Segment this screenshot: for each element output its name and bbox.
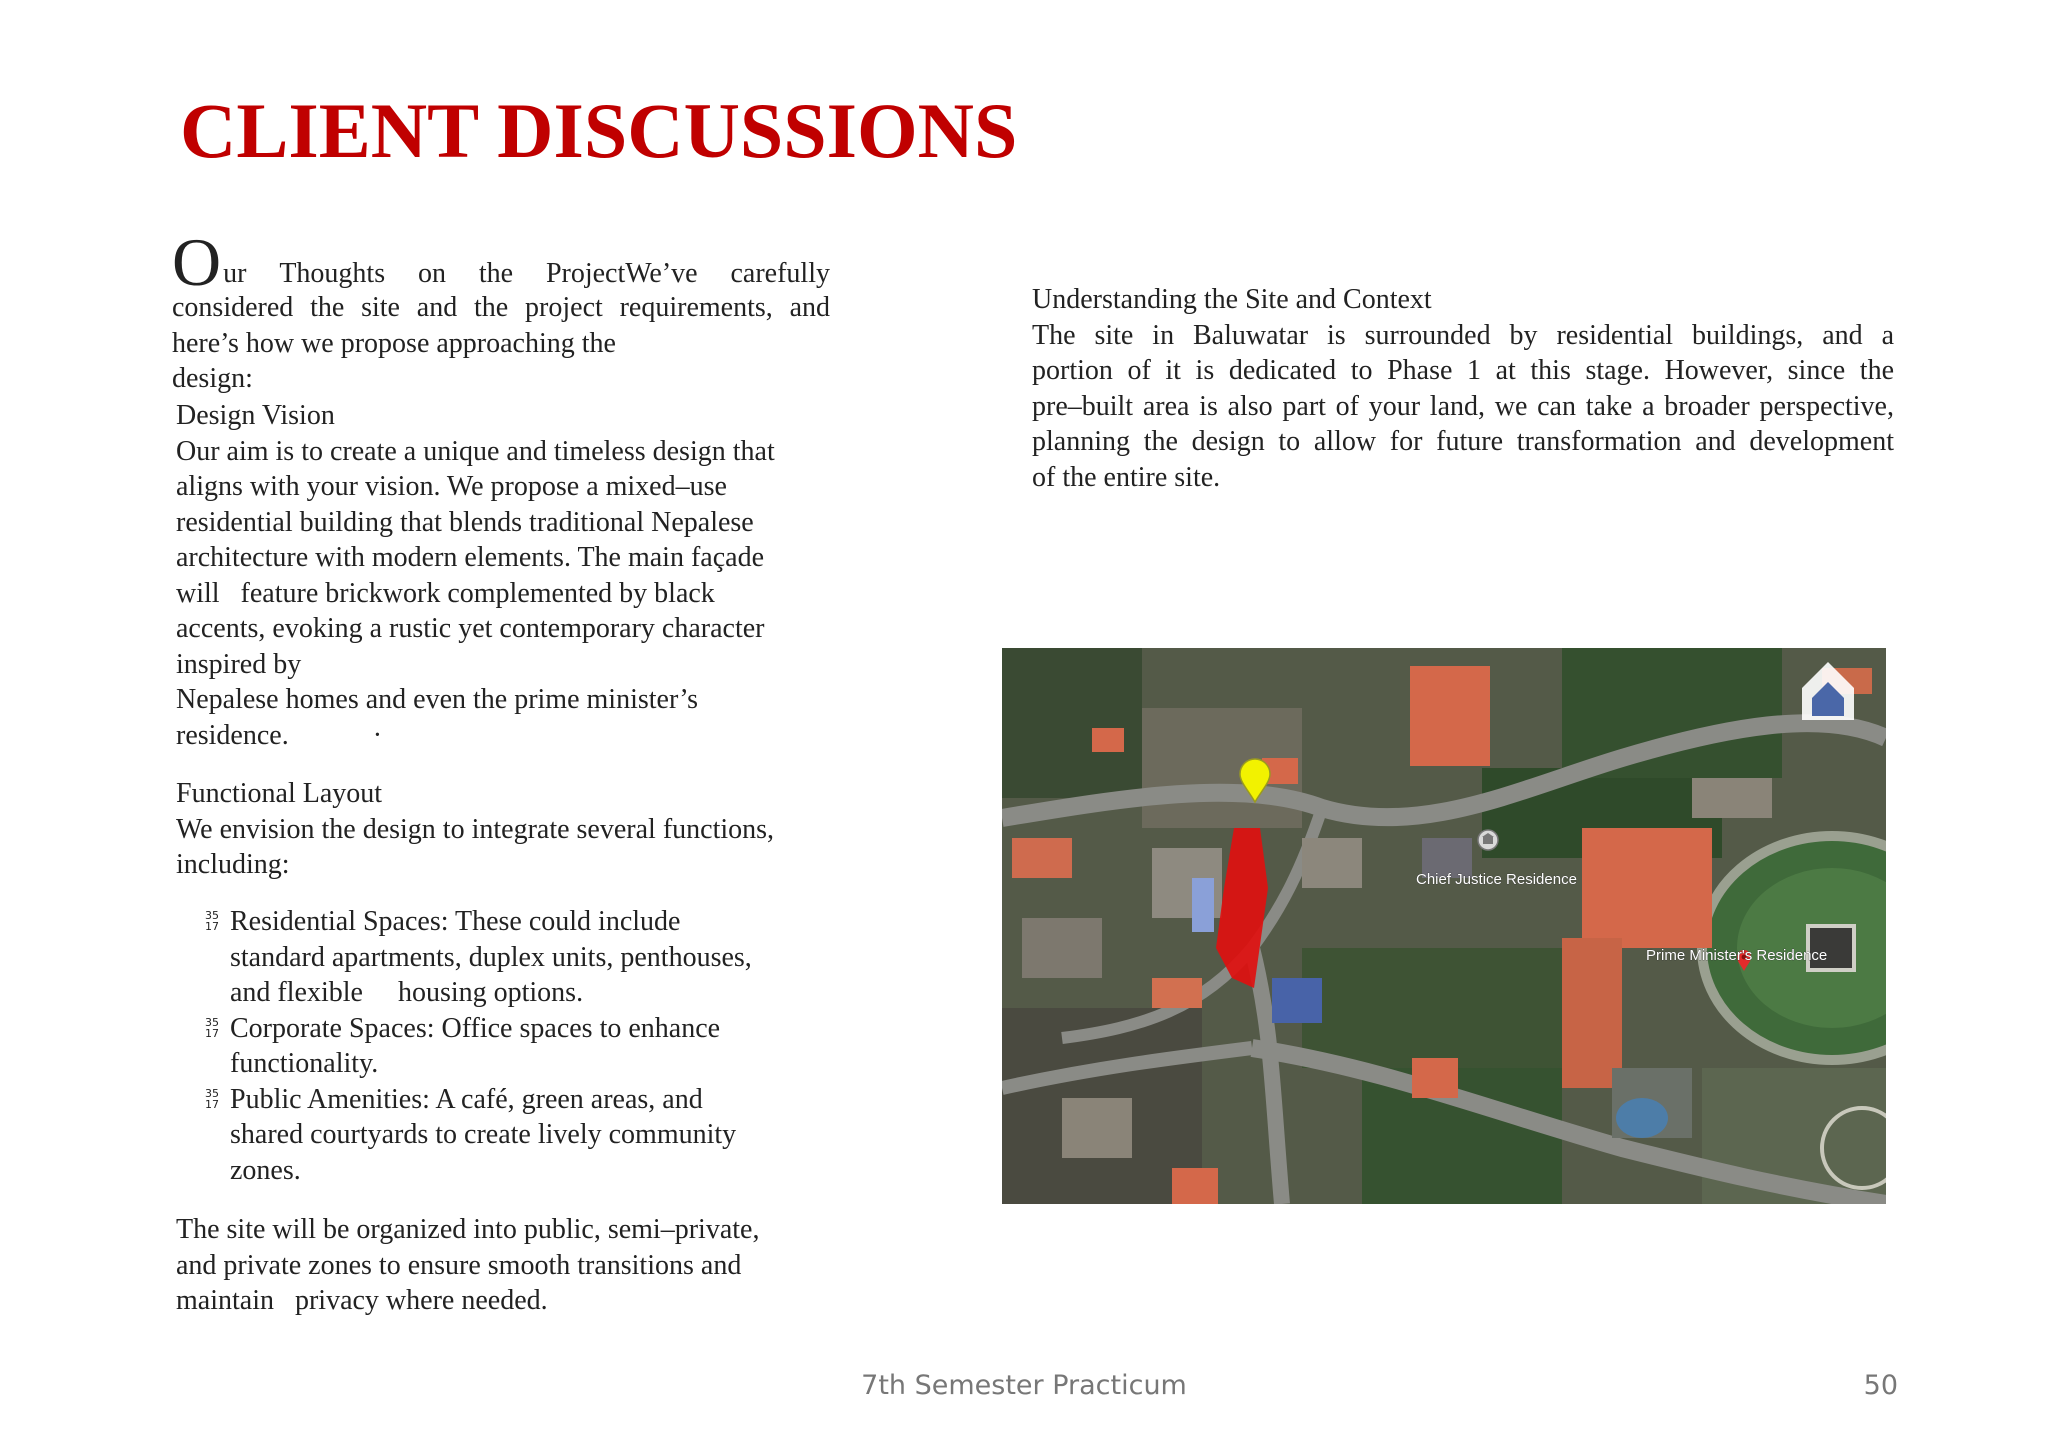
functional-layout-heading: Functional Layout (176, 778, 383, 809)
intro-word: Thoughts (279, 258, 386, 289)
map-label-prime-minister: Prime Minister's Residence (1646, 947, 1828, 964)
bullet-line: standard apartments, duplex units, penthouses, (230, 941, 752, 973)
page-number: 50 (1863, 1370, 1898, 1401)
function-bullet-list (204, 904, 804, 1188)
list-item (204, 1082, 804, 1189)
closing-line: The site will be organized into public, semi–private, (176, 1214, 760, 1245)
intro-first-word (172, 224, 247, 300)
functional-layout-line: including: (176, 849, 290, 880)
functional-layout-section (176, 776, 826, 883)
bullet-line: Public Amenities: A café, green areas, and (230, 1083, 703, 1115)
design-vision-section (176, 398, 826, 753)
bullet-line: zones. (230, 1154, 301, 1186)
page-title: CLIENT DISCUSSIONS (180, 87, 1018, 174)
footer-title: 7th Semester Practicum (861, 1370, 1187, 1401)
list-item (204, 1011, 804, 1082)
closing-line: and private zones to ensure smooth transitions and (176, 1249, 742, 1281)
bullet-line: and flexible housing options. (230, 977, 584, 1008)
design-vision-line: Nepalese homes and even the prime minister’s (176, 684, 698, 715)
bullet-marker-icon: 35 17 (205, 1015, 219, 1040)
bullet-line: Residential Spaces: These could include (230, 906, 681, 937)
intro-line: here’s how we propose approaching the (172, 327, 616, 359)
site-context-line: portion of it is dedicated to Phase 1 at this stage. However, since the (1032, 355, 1894, 386)
design-vision-line: will feature brickwork complemented by black (176, 577, 715, 609)
site-context-line: The site in Baluwatar is surrounded by residential buildings, and a (1032, 319, 1894, 351)
bullet-line: shared courtyards to create lively community (230, 1119, 737, 1150)
functional-layout-closing (176, 1212, 826, 1319)
intro-first-line (172, 224, 830, 300)
design-vision-line: residential building that blends traditional Nepalese (176, 506, 754, 538)
site-context-heading: Understanding the Site and Context (1032, 284, 1432, 315)
design-vision-line: aligns with your vision. We propose a mixed–use (176, 471, 727, 502)
site-context-line: of the entire site. (1032, 461, 1221, 493)
design-vision-heading: Design Vision (176, 400, 335, 431)
site-context-line: pre–built area is also part of your land, we can take a broader perspective, (1032, 390, 1894, 422)
site-context-section (1032, 282, 1894, 495)
design-vision-line: inspired by (176, 648, 302, 680)
intro-word: ur (223, 258, 247, 289)
design-vision-line: architecture with modern elements. The main façade (176, 542, 764, 573)
map-label-chief-justice: Chief Justice Residence (1416, 871, 1577, 888)
bullet-marker-icon: 35 17 (205, 909, 219, 933)
bullet-line: functionality. (230, 1048, 379, 1079)
design-vision-line: residence. · (176, 719, 383, 751)
intro-word: the (478, 258, 514, 289)
closing-line: maintain privacy where needed. (176, 1285, 548, 1316)
map-labels (1002, 648, 1886, 1204)
intro-word: on (417, 258, 446, 289)
site-context-line: planning the design to allow for future transformation and development (1032, 426, 1894, 457)
intro-word: ProjectWe’ve (545, 258, 698, 289)
intro-paragraph (172, 226, 830, 397)
site-satellite-map (1002, 648, 1886, 1204)
intro-line: considered the site and the project requirements, and (172, 292, 830, 323)
intro-word: carefully (730, 258, 830, 289)
design-vision-line: accents, evoking a rustic yet contemporary character (176, 613, 765, 644)
bullet-line: Corporate Spaces: Office spaces to enhance (230, 1012, 721, 1044)
list-item (204, 904, 804, 1011)
intro-line: design: (172, 363, 253, 394)
design-vision-line: Our aim is to create a unique and timeless design that (176, 435, 775, 467)
functional-layout-line: We envision the design to integrate several functions, (176, 813, 775, 845)
bullet-marker-icon: 35 17 (205, 1086, 219, 1111)
drop-cap: O (172, 224, 222, 300)
